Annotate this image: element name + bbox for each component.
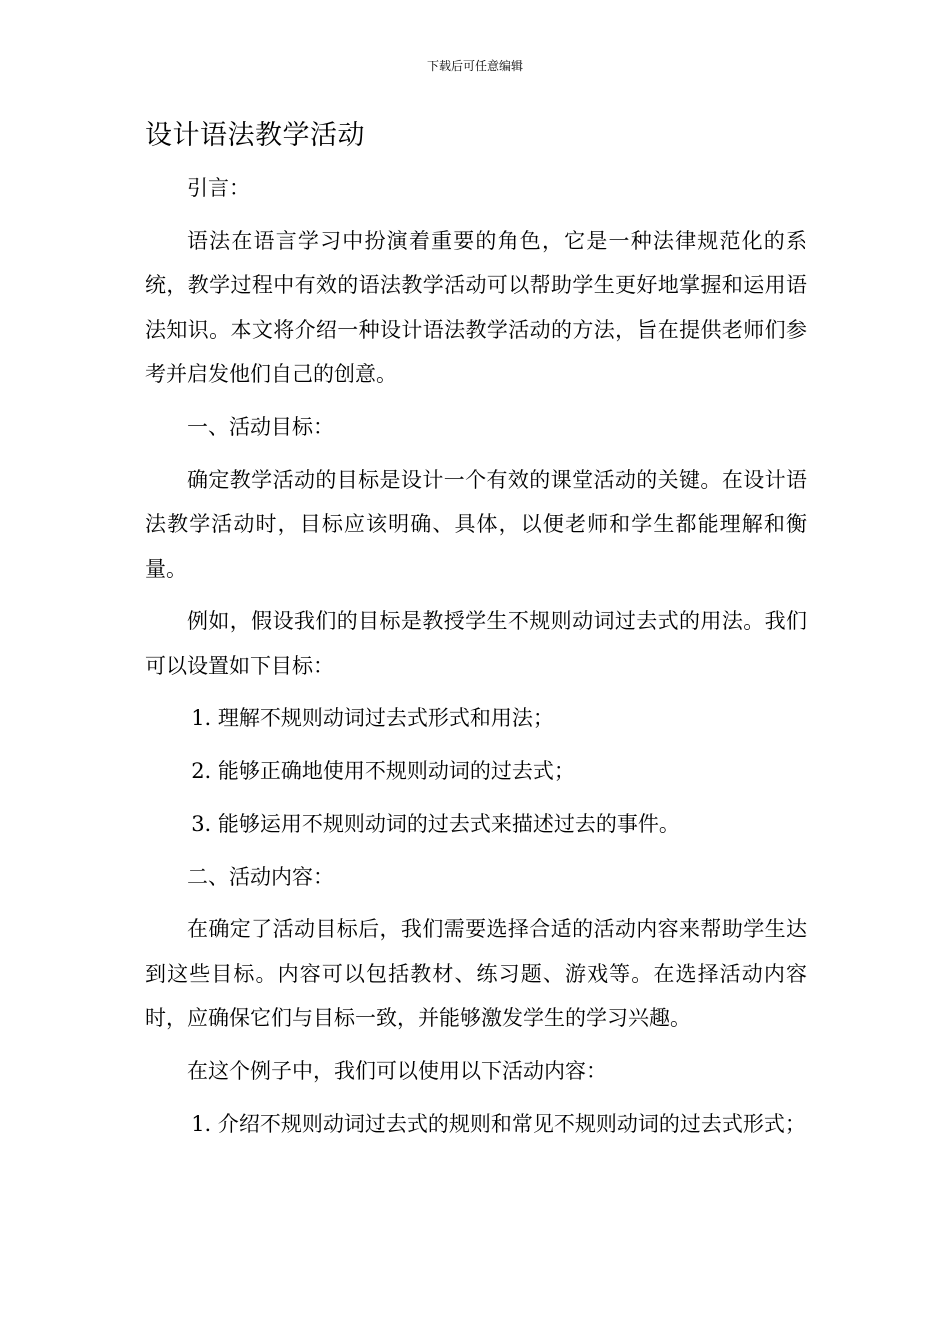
- document-body: [145, 166, 807, 1154]
- goals-paragraph: 确定教学活动的目标是设计一个有效的课堂活动的关键。在设计语法教学活动时，目标应该明确、具体，以便老师和学生都能理解和衡量。: [145, 467, 807, 581]
- goal-list-item: 1. 理解不规则动词过去式形式和用法；: [191, 706, 554, 731]
- intro-heading: 引言：: [187, 176, 250, 200]
- example-paragraph: 例如，假设我们的目标是教授学生不规则动词过去式的用法。我们可以设置如下目标：: [145, 609, 807, 678]
- section-heading-goals: 一、活动目标：: [187, 414, 334, 439]
- section-heading-content: 二、活动内容：: [187, 864, 334, 889]
- document-title: 设计语法教学活动: [145, 120, 365, 151]
- goal-list-item: 3. 能够运用不规则动词的过去式来描述过去的事件。: [191, 811, 680, 836]
- page-header-note: 下载后可任意编辑: [426, 59, 523, 73]
- intro-paragraph: 语法在语言学习中扮演着重要的角色，它是一种法律规范化的系统，教学过程中有效的语法教学活动可以帮助学生更好地掌握和运用语法知识。本文将介绍一种设计语法教学活动的方法，旨在提供老师们参考并启发他们自己的创意。: [145, 228, 807, 387]
- goal-list-item: 2. 能够正确地使用不规则动词的过去式；: [191, 759, 575, 784]
- content-list-item: 1. 介绍不规则动词过去式的规则和常见不规则动词的过去式形式；: [191, 1111, 806, 1136]
- content-example-intro: 在这个例子中，我们可以使用以下活动内容：: [187, 1058, 607, 1083]
- content-paragraph: 在确定了活动目标后，我们需要选择合适的活动内容来帮助学生达到这些目标。内容可以包括教材、练习题、游戏等。在选择活动内容时，应确保它们与目标一致，并能够激发学生的学习兴趣。: [145, 917, 807, 1031]
